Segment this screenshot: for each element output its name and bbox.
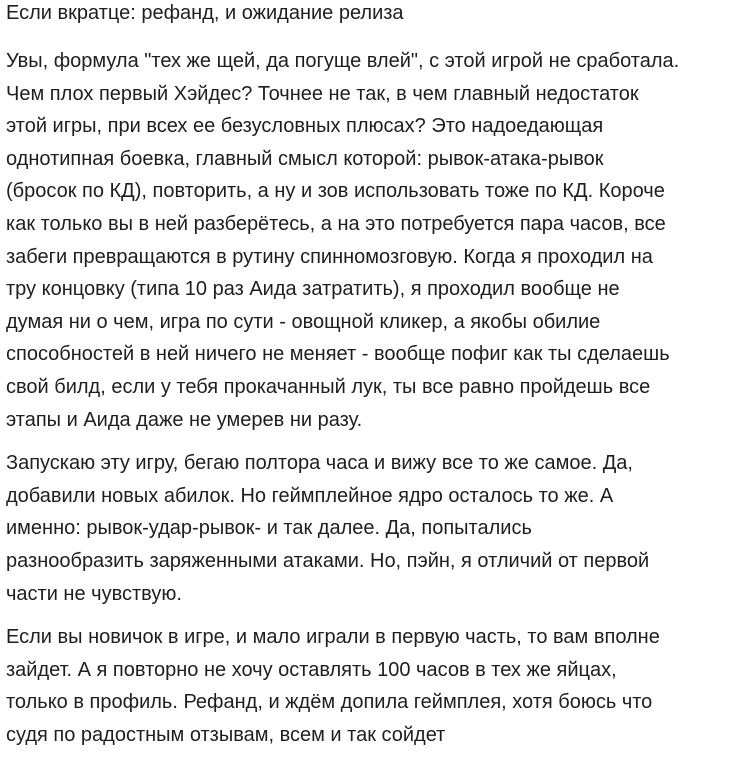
text-line: свой билд, если у тебя прокачанный лук, ты все равно пройдешь все — [6, 375, 651, 398]
text-line: однотипная боевка, главный смысл которой: рывок-атака-рывок — [6, 147, 604, 170]
text-line: судя по радостным отзывам, всем и так сойдет — [6, 723, 446, 746]
review-summary-title: Если вкратце: рефанд, и ожидание релиза — [6, 2, 404, 24]
text-line: зайдет. А я повторно не хочу оставлять 100 часов в тех же яйцах, — [6, 658, 617, 681]
text-line: добавили новых абилок. Но геймплейное ядро осталось то же. А — [6, 484, 614, 507]
text-line: этапы и Аида даже не умерев ни разу. — [6, 408, 363, 431]
text-line: Чем плох первый Хэйдес? Точнее не так, в чем главный недостаток — [6, 82, 639, 105]
text-line: этой игры, при всех ее безусловных плюсах? Это надоедающая — [6, 115, 604, 138]
review-paragraph-2 — [6, 447, 732, 610]
text-line: Увы, формула "тех же щей, да погуще влей", с этой игрой не сработала. — [6, 50, 680, 72]
text-line: Запускаю эту игру, бегаю полтора часа и вижу все то же самое. Да, — [6, 452, 633, 475]
text-line: думая ни о чем, игра по сути - овощной кликер, а якобы обилие — [6, 310, 601, 333]
text-line: (бросок по КД), повторить, а ну и зов использовать тоже по КД. Короче — [6, 180, 665, 203]
text-line: Если вы новичок в игре, и мало играли в первую часть, то вам вполне — [6, 626, 660, 649]
text-line: части не чувствую. — [6, 582, 182, 605]
review-paragraph-1 — [6, 45, 732, 436]
review-text — [6, 0, 732, 751]
text-line: именно: рывок-удар-рывок- и так далее. Да, попытались — [6, 517, 532, 540]
text-line: только в профиль. Рефанд, и ждём допила геймплея, хотя боюсь что — [6, 691, 653, 714]
text-line: как только вы в ней разберётесь, а на это потребуется пара часов, все — [6, 212, 666, 235]
review-paragraph-3 — [6, 621, 732, 751]
text-line: способностей в ней ничего не меняет - вообще пофиг как ты сделаешь — [6, 343, 670, 366]
text-line: разнообразить заряженными атаками. Но, пэйн, я отличий от первой — [6, 549, 650, 572]
text-line: тру концовку (типа 10 раз Аида затратить), я проходил вообще не — [6, 278, 620, 301]
text-line: забеги превращаются в рутину спинномозговую. Когда я проходил на — [6, 245, 653, 268]
